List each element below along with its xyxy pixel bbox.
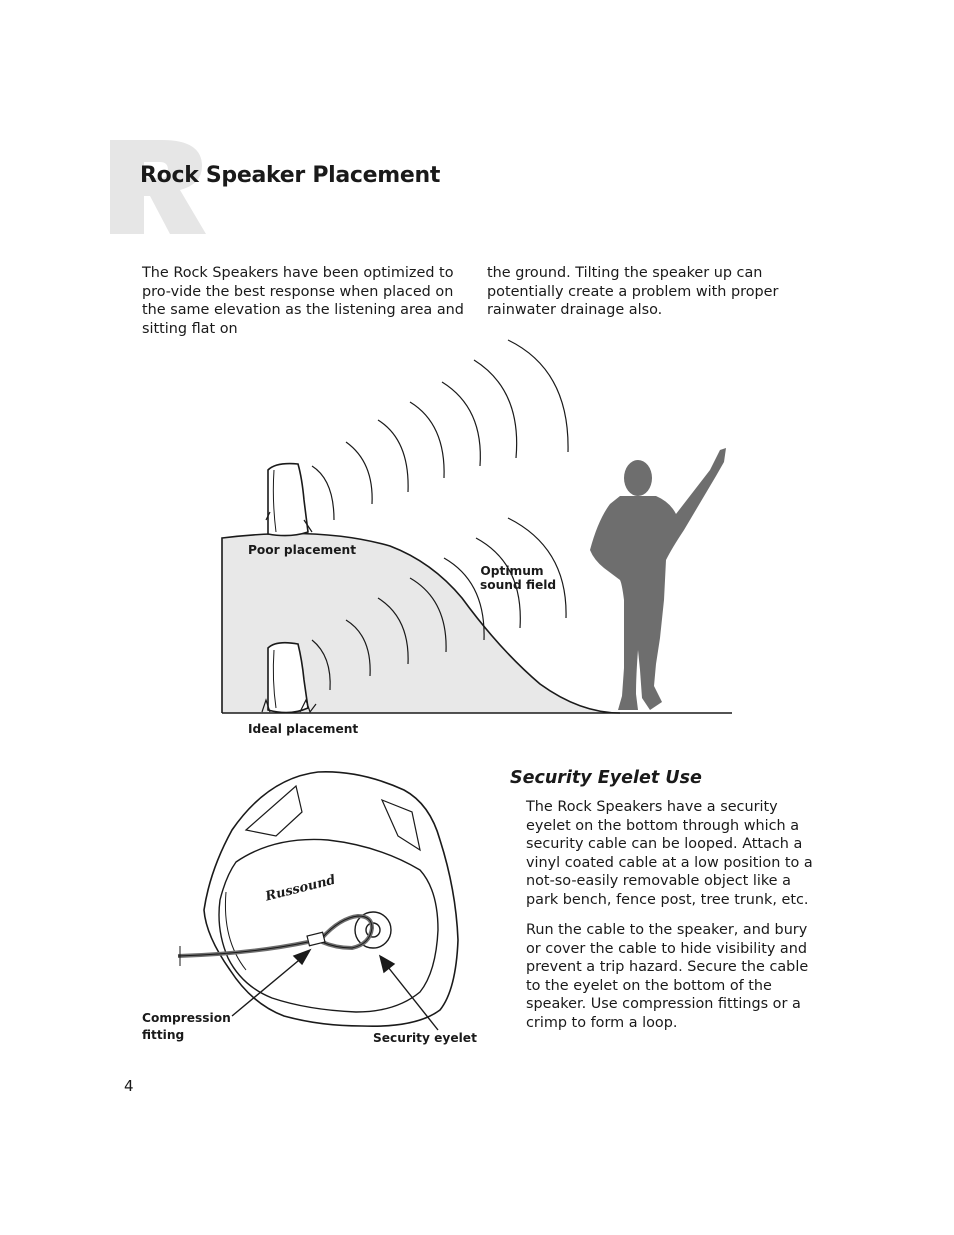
optimum-label-line2: sound field bbox=[480, 578, 557, 592]
poor-placement-label: Poor placement bbox=[248, 543, 357, 557]
optimum-label-line1: Optimum bbox=[480, 564, 544, 578]
russound-brand-mark: Russound bbox=[264, 872, 338, 905]
page-title: Rock Speaker Placement bbox=[140, 163, 441, 188]
compression-label-line2: fitting bbox=[142, 1028, 185, 1042]
ideal-placement-label: Ideal placement bbox=[248, 722, 359, 736]
compression-label-line1: Compression bbox=[142, 1011, 231, 1025]
security-eyelet-label: Security eyelet bbox=[373, 1031, 477, 1045]
security-paragraph-1: The Rock Speakers have a security eyelet on the bottom through which a security cable can be looped. Attach a vinyl coated cable at a low position to a not-so-easily removable object like a park bench, fence post, tree trunk, etc. bbox=[526, 799, 813, 908]
rock-base-rim bbox=[219, 839, 438, 1012]
security-section-heading: Security Eyelet Use bbox=[510, 768, 702, 788]
intro-text-left: The Rock Speakers have been optimized to pro-vide the best response when placed on the same elevation as the listening area and sitting flat on bbox=[142, 265, 464, 337]
page-number: 4 bbox=[124, 1077, 134, 1095]
intro-text-right: the ground. Tilting the speaker up can potentially create a problem with proper rainwater drainage also. bbox=[487, 265, 779, 319]
compression-fitting-label bbox=[142, 1010, 231, 1044]
security-paragraph-2: Run the cable to the speaker, and bury or cover the cable to hide visibility and prevent a trip hazard. Secure the cable to the eyelet on the bottom of the speaker. Use compression fittings or a crimp to form a loop. bbox=[526, 922, 809, 1031]
